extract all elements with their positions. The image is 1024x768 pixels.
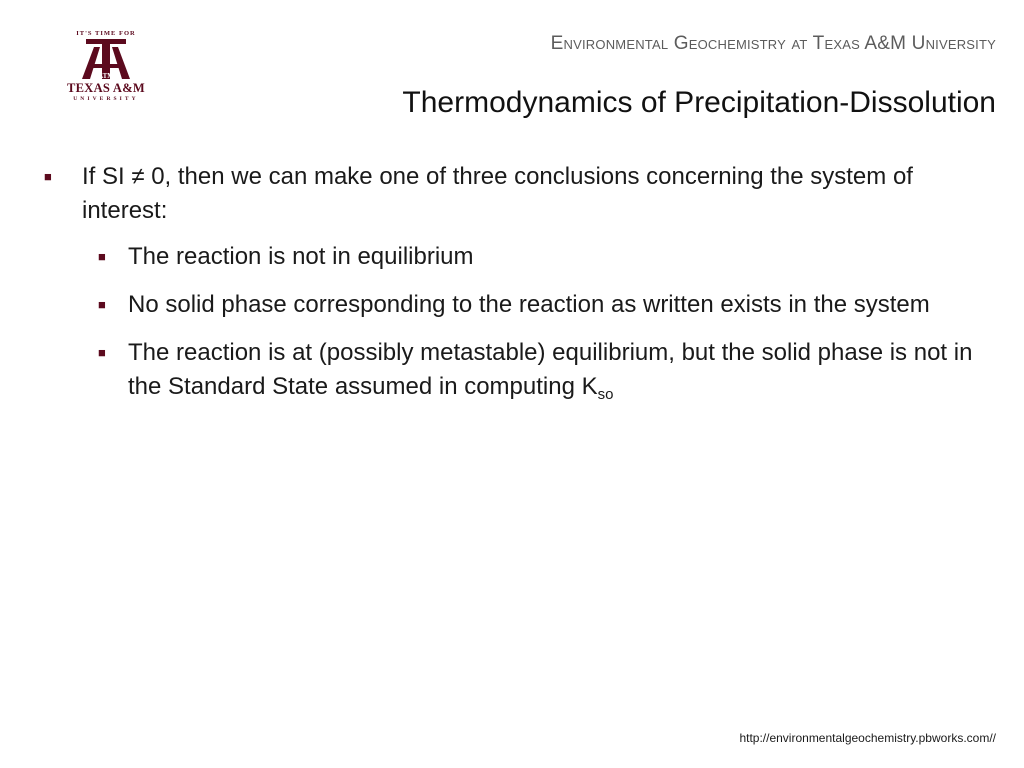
bullet-square-icon: ■	[98, 249, 106, 264]
logo-tagline: IT'S TIME FOR	[76, 30, 136, 37]
slide-content	[44, 160, 1004, 426]
bullet-text: If SI ≠ 0, then we can make one of three conclusions concerning the system of interest:	[82, 163, 913, 224]
bullet-square-icon: ■	[44, 169, 52, 184]
bullet-text: The reaction is not in equilibrium	[128, 243, 474, 270]
sub-bullet-no-solid-phase	[98, 288, 1004, 322]
bullet-square-icon: ■	[98, 345, 106, 360]
sub-bullet-not-equilibrium	[98, 240, 1004, 274]
bullet-text: No solid phase corresponding to the reaction as written exists in the system	[128, 291, 930, 318]
logo-university: UNIVERSITY	[73, 96, 139, 102]
footer-url: http://environmentalgeochemistry.pbworks.com//	[739, 731, 996, 745]
header-institution: Environmental Geochemistry at Texas A&M University	[550, 33, 996, 54]
bullet-text: The reaction is at (possibly metastable) equilibrium, but the solid phase is not in the Standard State assumed in computing K	[128, 339, 973, 400]
ksp-subscript: so	[597, 386, 614, 403]
logo-name: TEXAS A&M	[66, 81, 146, 95]
atm-monogram-icon	[78, 39, 134, 79]
sub-bullet-metastable	[98, 336, 1004, 412]
slide-title: Thermodynamics of Precipitation-Dissolution	[402, 86, 996, 119]
bullet-square-icon: ■	[98, 297, 106, 312]
bullet-text-with-subscript	[128, 336, 1004, 412]
bullet-main	[44, 160, 1004, 228]
texas-am-logo	[60, 30, 152, 120]
logo-monogram-text: ATM	[98, 72, 114, 79]
